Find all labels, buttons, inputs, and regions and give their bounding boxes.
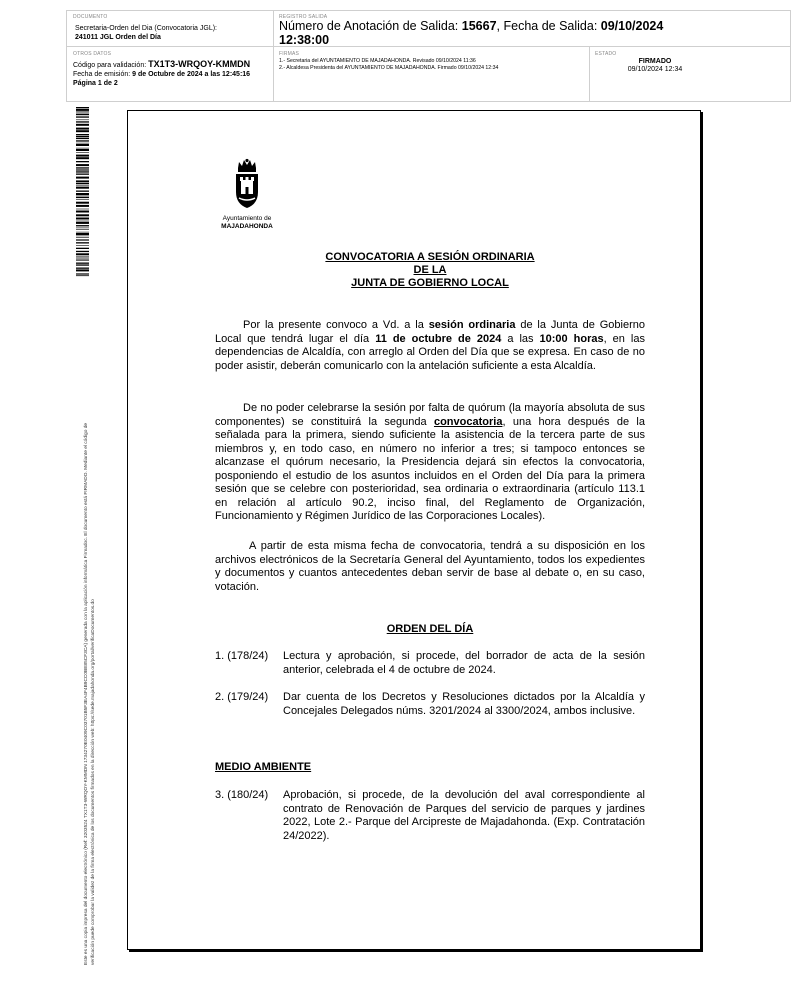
- title-line2: DE LA: [413, 264, 447, 276]
- coat-of-arms-icon: [212, 158, 282, 210]
- registro-prefix: Número de Anotación de Salida:: [279, 19, 462, 33]
- documento-line1: Secretaria-Orden del Dia (Convocatoria JGL):: [75, 25, 218, 32]
- p1-text-e: a las: [501, 332, 540, 345]
- side-text-line2: verificación puede comprobar la validez de la firma electrónica de los documentos firmados en la dirección web: https://sede.majadahonda.org/portal/verificaDocumentos.do: [91, 599, 96, 965]
- p2-text-c: , una hora después de la señalada para la primera, siendo suficiente la asistencia de la tercera parte de sus miembros y, en todo caso, en número no inferior a tres; si tampoco entonces se alcanzase el quórum necesario, la Presidencia dejará sin efectos la convocatoria, posponiendo el estudio de los asuntos incluidos en el Orden del Día para la primera sesión que se celebre con posterioridad, sea ordinaria o extraordinaria (artículo 113.1 en relación al artículo 90.2, inciso final, del Reglamento de Organización, Funcionamiento y Régimen Jurídico de las Corporaciones Locales).: [215, 415, 645, 522]
- firmas-label: FIRMAS: [279, 51, 300, 57]
- registro-cell: [274, 11, 790, 47]
- side-text-line1: Este es una copia impresa del documento electrónico (Ref: 3203524 TX1T3-WRQOY-KMMDN 1734270E0409C03701B5F3EA4F4B9CC0BE85CF3CA) generada con la aplicación informática Firmadoc. El documento está FIRMADO. Mediante el código de: [84, 422, 89, 965]
- documento-cell: [67, 11, 274, 47]
- codigo-prefix: Código para validación:: [73, 62, 149, 69]
- paragraph-convocatoria: [215, 319, 645, 373]
- section-medio-ambiente: MEDIO AMBIENTE: [215, 761, 312, 773]
- agenda-item-number: 2. (179/24): [215, 691, 269, 703]
- p1-sesion-ordinaria: sesión ordinaria: [428, 319, 516, 331]
- estado-label: ESTADO: [595, 51, 617, 57]
- ayuntamiento-logo: [212, 158, 282, 231]
- paragraph-quorum: [215, 402, 645, 524]
- logo-line2: MAJADAHONDA: [221, 223, 273, 230]
- emision-line: [73, 70, 250, 79]
- registro-fecha: 09/10/2024: [600, 19, 664, 33]
- estado-fecha: 09/10/2024 12:34: [627, 66, 683, 73]
- firma-2: 2.- Alcaldesa Presidenta del AYUNTAMIENTO DE MAJADAHONDA. Firmado 09/10/2024 12:34: [279, 65, 499, 71]
- pagina-label: Página 1 de 2: [73, 80, 118, 87]
- orden-del-dia-heading: ORDEN DEL DÍA: [386, 623, 474, 635]
- documento-line2: 241011 JGL Orden del Día: [75, 34, 161, 41]
- document-header: [66, 10, 791, 102]
- registro-line: [279, 19, 663, 33]
- codigo-validacion: TX1T3-WRQOY-KMMDN: [148, 59, 251, 69]
- registro-num: 15667: [461, 19, 497, 33]
- estado-cell: [590, 47, 790, 101]
- p1-text-g: , en las dependencias de Alcaldía, con arreglo al Orden del Día que se expresa. En caso de no poder asistir, deberán comunicarlo con la antelación suficiente a esta Alcaldía.: [215, 332, 645, 372]
- p1-fecha: 11 de octubre de 2024: [375, 332, 502, 345]
- p1-text-c: de la Junta de Gobierno Local que tendrá lugar el día: [215, 319, 645, 345]
- firmas-cell: [274, 47, 590, 101]
- agenda-item-number: 1. (178/24): [215, 650, 269, 662]
- verification-side-text: [83, 290, 97, 965]
- agenda-item-text: Dar cuenta de los Decretos y Resoluciones dictados por la Alcaldía y Concejales Delegados núms. 3201/2024 al 3300/2024, ambos inclusive.: [283, 691, 645, 717]
- agenda-item-number: 3. (180/24): [215, 789, 269, 801]
- otros-label: OTROS DATOS: [73, 51, 112, 57]
- p2-text-a: De no poder celebrarse la sesión por falta de quórum (la mayoría absoluta de sus componentes) se constituirá la segunda: [215, 402, 645, 428]
- paragraph-archivos: A partir de esta misma fecha de convocatoria, tendrá a su disposición en los archivos electrónicos de la Secretaría General del Ayuntamiento, todos los expedientes y documentos y cuantos antecedentes deban servir de base al debate o, en su caso, votación.: [215, 540, 645, 593]
- p1-hora: 10:00 horas: [539, 332, 604, 345]
- registro-mid: , Fecha de Salida:: [496, 19, 601, 33]
- title-line3: JUNTA DE GOBIERNO LOCAL: [351, 277, 509, 289]
- otros-datos-cell: [67, 47, 274, 101]
- estado-value: FIRMADO: [638, 58, 672, 65]
- barcode: [76, 107, 89, 277]
- emision-fecha: 9 de Octubre de 2024 a las 12:45:16: [132, 71, 251, 78]
- p1-text-a: Por la presente convoco a Vd. a la: [243, 319, 429, 331]
- agenda-item-text: Aprobación, si procede, de la devolución del aval correspondiente al contrato de Renovación de Parques del servicio de parques y jardines 2022, Lote 2.- Parque del Arcipreste de Majadahonda. (Exp. Contratación 24/2022).: [283, 789, 645, 842]
- title-line1: CONVOCATORIA A SESIÓN ORDINARIA: [325, 251, 535, 263]
- emision-prefix: Fecha de emisión:: [73, 71, 133, 78]
- firma-1: 1.- Secretaria del AYUNTAMIENTO DE MAJADAHONDA. Revisado 09/10/2024 11:36: [279, 58, 476, 64]
- documento-label: DOCUMENTO: [73, 14, 108, 20]
- agenda-item-text: Lectura y aprobación, si procede, del borrador de acta de la sesión anterior, celebrada el 4 de octubre de 2024.: [283, 650, 645, 676]
- logo-line1: Ayuntamiento de: [222, 215, 272, 222]
- registro-hora: 12:38:00: [279, 33, 330, 47]
- registro-label: REGISTRO SALIDA: [279, 14, 328, 20]
- p2-convocatoria: convocatoria: [433, 415, 503, 428]
